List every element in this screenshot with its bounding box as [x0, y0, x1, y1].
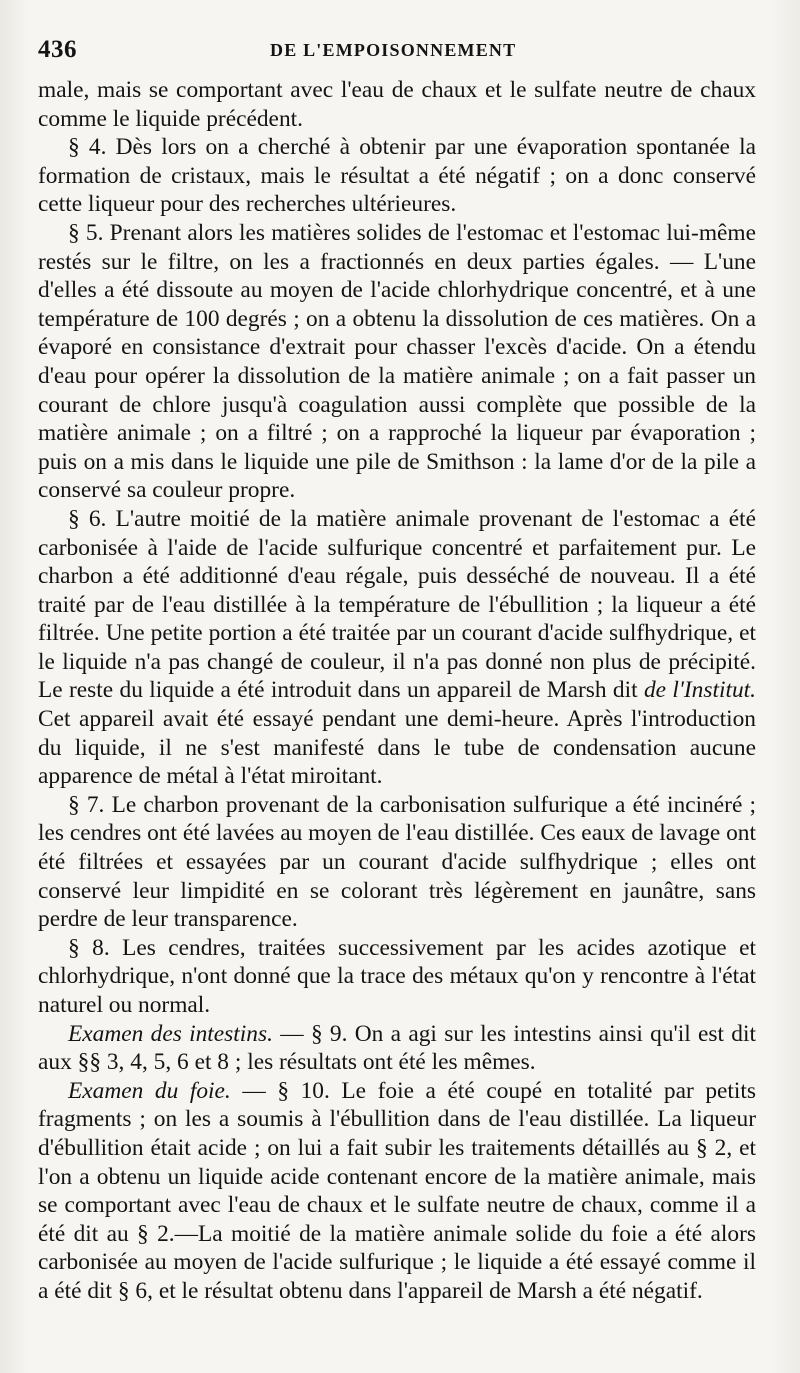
paragraph-section-4: [38, 133, 756, 219]
paragraph-text-after: Cet appareil avait été essayé pendant une demi-heure. Après l'introduction du liquide, il ne s'est manifesté dans le tube de condensation aucune apparence de métal à l'état miroitant.: [38, 706, 756, 790]
paragraph-italic: de l'Institut.: [643, 677, 756, 704]
paragraph-section-9: [38, 1020, 756, 1077]
body-text: [38, 76, 756, 1306]
paragraph-text: § 5. Prenant alors les matières solides de l'estomac et l'estomac lui-même restés sur le filtre, on les a fractionnés en deux parties égales. — L'une d'elles a été dissoute au moyen de l'acide chlorhydrique concentré, et à une température de 100 degrés ; on a obtenu la dissolution de ces matières. On a évaporé en consistance d'extrait pour chasser l'excès d'acide. On a étendu d'eau pour opérer la dissolution de la matière animale ; on a fait passer un courant de chlore jusqu'à coagulation aussi complète que possible de la matière animale ; on a filtré ; on a rapproché la liqueur par évaporation ; puis on a mis dans le liquide une pile de Smithson : la lame d'or de la pile a conservé sa couleur propre.: [38, 219, 756, 504]
paragraph-text: § 6. L'autre moitié de la matière animale provenant de l'estomac a été carbonisée à l'aide de l'acide sulfurique concentré et parfaitement pur. Le charbon a été additionné d'eau régale, puis desséché de nouveau. Il a été traité par de l'eau distillée à la température de l'ébullition ; la liqueur a été filtrée. Une petite portion a été traitée par un courant d'acide sulfhydrique, et le liquide n'a pas changé de couleur, il n'a pas donné non plus de précipité. Le reste du liquide a été introduit dans un appareil de Marsh dit: [38, 505, 756, 704]
running-title: DE L'EMPOISONNEMENT: [270, 40, 517, 60]
paragraph-section-6: [38, 505, 756, 791]
page-number: 436: [38, 36, 77, 63]
paragraph-section-10: [38, 1077, 756, 1306]
paragraph-text: § 7. Le charbon provenant de la carbonisation sulfurique a été incinéré ; les cendres ont été lavées au moyen de l'eau distillée. Ces eaux de lavage ont été filtrées et essayées par un courant d'acide sulfhydrique ; elles ont conservé leur limpidité en se colorant très légèrement en jaunâtre, sans perdre de leur transparence.: [38, 791, 757, 933]
paragraph-text: § 8. Les cendres, traitées successivement par les acides azotique et chlorhydrique, n'ont donné que la trace des métaux qu'on y rencontre à l'état naturel ou normal.: [38, 934, 756, 1018]
paragraph-text: male, mais se comportant avec l'eau de chaux et le sulfate neutre de chaux comme le liquide précédent.: [38, 77, 756, 132]
paragraph-text: — § 10. Le foie a été coupé en totalité par petits fragments ; on les a soumis à l'ébullition dans de l'eau distillée. La liqueur d'ébullition était acide ; on lui a fait subir les traitements détaillés au § 2, et l'on a obtenu un liquide acide contenant encore de la matière animale, mais se comportant avec l'eau de chaux et le sulfate neutre de chaux, comme il a été dit au § 2.—La moitié de la matière animale solide du foie a été alors carbonisée au moyen de l'acide sulfurique ; le liquide a été essayé comme il a été dit § 6, et le résultat obtenu dans l'appareil de Marsh a été négatif.: [38, 1077, 757, 1304]
paragraph-section-5: [38, 219, 756, 505]
paragraph-section-8: [38, 934, 756, 1020]
paragraph-section-7: [38, 791, 756, 934]
paragraph-italic-lead: Examen des intestins.: [68, 1020, 273, 1047]
paragraph-continuation: [38, 76, 756, 133]
paragraph-italic-lead: Examen du foie.: [68, 1077, 231, 1104]
paragraph-text: — § 9. On a agi sur les intestins ainsi qu'il est dit aux §§ 3, 4, 5, 6 et 8 ; les résultats ont été les mêmes.: [38, 1020, 756, 1076]
running-head: [38, 30, 756, 76]
paragraph-text: § 4. Dès lors on a cherché à obtenir par une évaporation spontanée la formation de cristaux, mais le résultat a été négatif ; on a donc conservé cette liqueur pour des recherches ultérieures.: [38, 134, 756, 218]
